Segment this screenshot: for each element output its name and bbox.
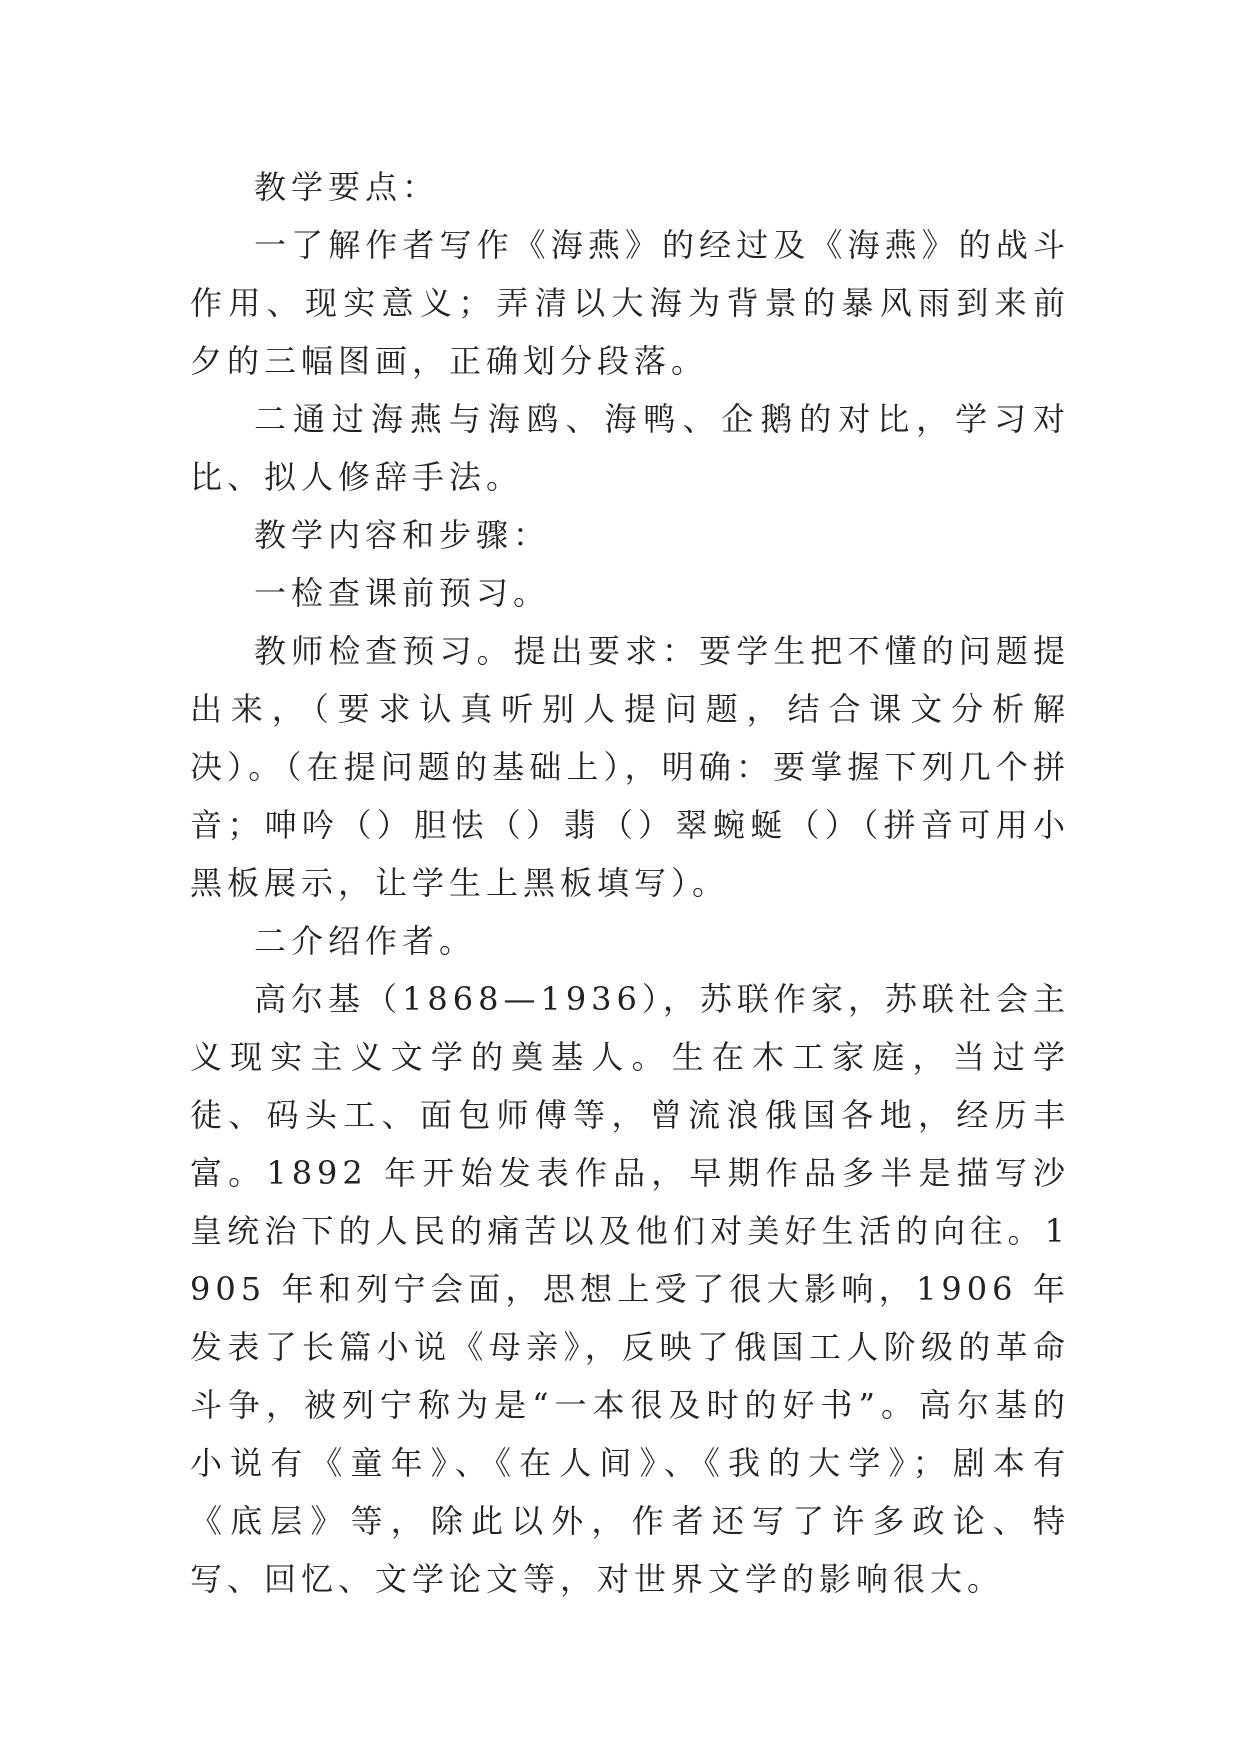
step-one-body: 教师检查预习。提出要求：要学生把不懂的问题提出来，（要求认真听别人提问题，结合课文分析解决）。（在提问题的基础上），明确：要掌握下列几个拼音；呻吟（）胆怯（）翡（）翠蜿蜒（）（拼音可用小黑板展示，让学生上黑板填写）。 [190,632,1070,902]
author-introduction: 高尔基（1868—1936），苏联作家，苏联社会主义现实主义文学的奠基人。生在木工家庭，当过学徒、码头工、面包师傅等，曾流浪俄国各地，经历丰富。1892 年开始发表作品，早期作品多半是描写沙皇统治下的人民的痛苦以及他们对美好生活的向往。1905 年和列宁会面，思想上受了很大影响，1906 年发表了长篇小说《母亲》，反映了俄国工人阶级的革命斗争，被列宁称为是“一本很及时的好书”。高尔基的小说有《童年》、《在人间》、《我的大学》；剧本有《底层》等，除此以外，作者还写了许多政论、特写、回忆、文学论文等，对世界文学的影响很大。 [190,980,1070,1598]
teaching-point-two: 二通过海燕与海鸥、海鸭、企鹅的对比，学习对比、拟人修辞手法。 [190,400,1070,496]
heading-teaching-points: 教学要点： [254,168,440,206]
heading-teaching-steps: 教学内容和步骤： [254,516,551,554]
step-two-heading: 二介绍作者。 [254,922,477,960]
step-one-heading: 一检查课前预习。 [254,574,551,612]
document-body [190,158,1070,1608]
teaching-point-one: 一了解作者写作《海燕》的经过及《海燕》的战斗作用、现实意义；弄清以大海为背景的暴风雨到来前夕的三幅图画，正确划分段落。 [190,226,1070,380]
